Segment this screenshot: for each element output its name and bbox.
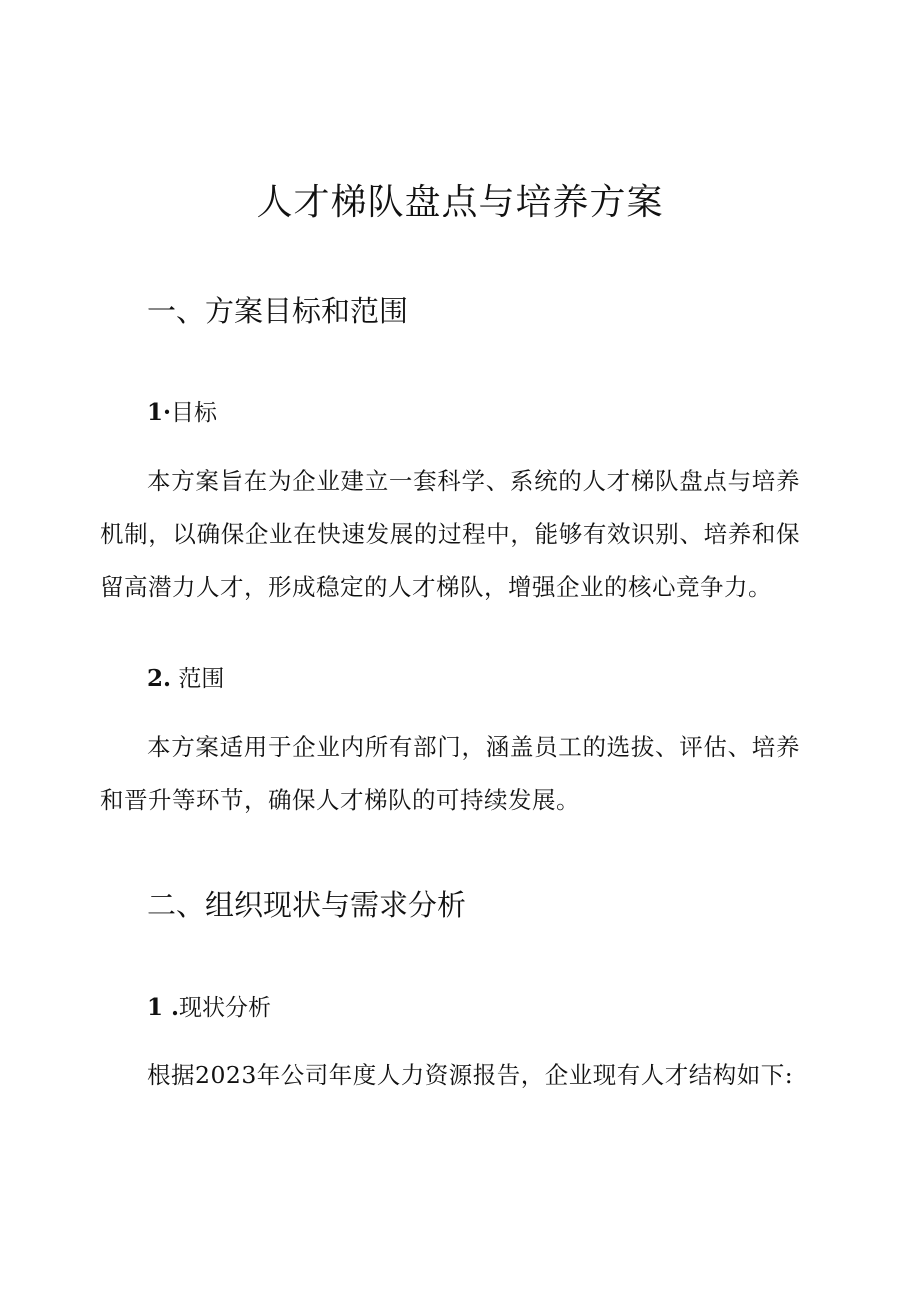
paragraph-status: 根据2023年公司年度人力资源报告，企业现有人才结构如下: [147,1061,794,1089]
section-heading-2: 二、组织现状与需求分析 [147,888,467,922]
subsection-label: 范围 [178,666,225,692]
document-title: 人才梯队盘点与培养方案 [256,182,664,223]
section-heading-1: 一、方案目标和范围 [147,294,409,328]
paragraph-scope: 本方案适用于企业内所有部门，涵盖员工的选拔、评估、培养和晋升等环节，确保人才梯队的可持续发展。 [100,733,800,814]
subsection-heading-status [147,991,271,1025]
subsection-number: 2. [147,665,172,692]
subsection-heading-goal [147,396,217,430]
subsection-label: 现状分析 [179,995,272,1021]
subsection-number: 1 . [147,994,180,1021]
subsection-number: 1· [147,399,172,426]
subsection-label: 目标 [171,400,218,426]
subsection-heading-scope [147,662,224,696]
paragraph-goal: 本方案旨在为企业建立一套科学、系统的人才梯队盘点与培养机制，以确保企业在快速发展的过程中，能够有效识别、培养和保留高潜力人才，形成稳定的人才梯队，增强企业的核心竞争力。 [100,467,800,601]
